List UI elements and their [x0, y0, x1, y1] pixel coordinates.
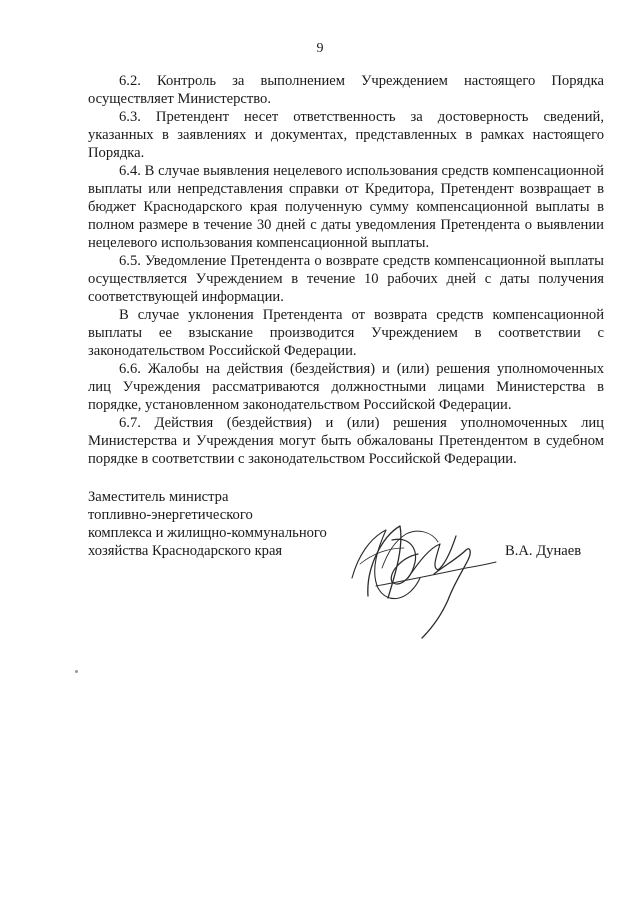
paragraph-6-3: 6.3. Претендент несет ответственность за достоверность сведений, указанных в заявлениях и документах, представленных в рамках настоящего Порядка. [88, 109, 604, 161]
handwritten-signature [348, 508, 498, 640]
paragraph-6-5-continued: В случае уклонения Претендента от возврата средств компенсационной выплаты ее взыскание производится Учреждением в соответствии с законодательством Российской Федерации. [88, 307, 604, 359]
paragraph-6-2: 6.2. Контроль за выполнением Учреждением настоящего Порядка осуществляет Министерство. [88, 73, 604, 107]
paragraph-6-4: 6.4. В случае выявления нецелевого использования средств компенсационной выплаты или непредставления справки от Кредитора, Претендент возвращает в бюджет Краснодарского края полученную сумму компенсационной выплаты в полном размере в течение 30 дней с даты уведомления Претендента о выявлении нецелевого использования компенсационной выплаты. [88, 163, 604, 251]
document-body [88, 72, 604, 468]
signer-position-line: Заместитель министра [88, 489, 229, 505]
signer-position-line: хозяйства Краснодарского края [88, 543, 283, 559]
paragraph-6-6: 6.6. Жалобы на действия (бездействия) и (или) решения уполномоченных лиц Учреждения рассматриваются должностными лицами Министерства в порядке, установленном законодательством Российской Федерации. [88, 361, 604, 413]
paragraph-6-7: 6.7. Действия (бездействия) и (или) решения уполномоченных лиц Министерства и Учреждения могут быть обжалованы Претендентом в судебном порядке в соответствии с законодательством Российской Федерации. [88, 415, 604, 467]
signer-name: В.А. Дунаев [505, 543, 582, 559]
signer-position [88, 488, 338, 560]
scan-speck [75, 670, 78, 673]
signer-position-line: комплекса и жилищно-коммунального [88, 525, 327, 541]
signer-position-line: топливно-энергетического [88, 507, 253, 523]
page-number: 9 [316, 41, 324, 56]
paragraph-6-5: 6.5. Уведомление Претендента о возврате средств компенсационной выплаты осуществляется Учреждением в течение 10 рабочих дней с даты получения соответствующей информации. [88, 253, 604, 305]
